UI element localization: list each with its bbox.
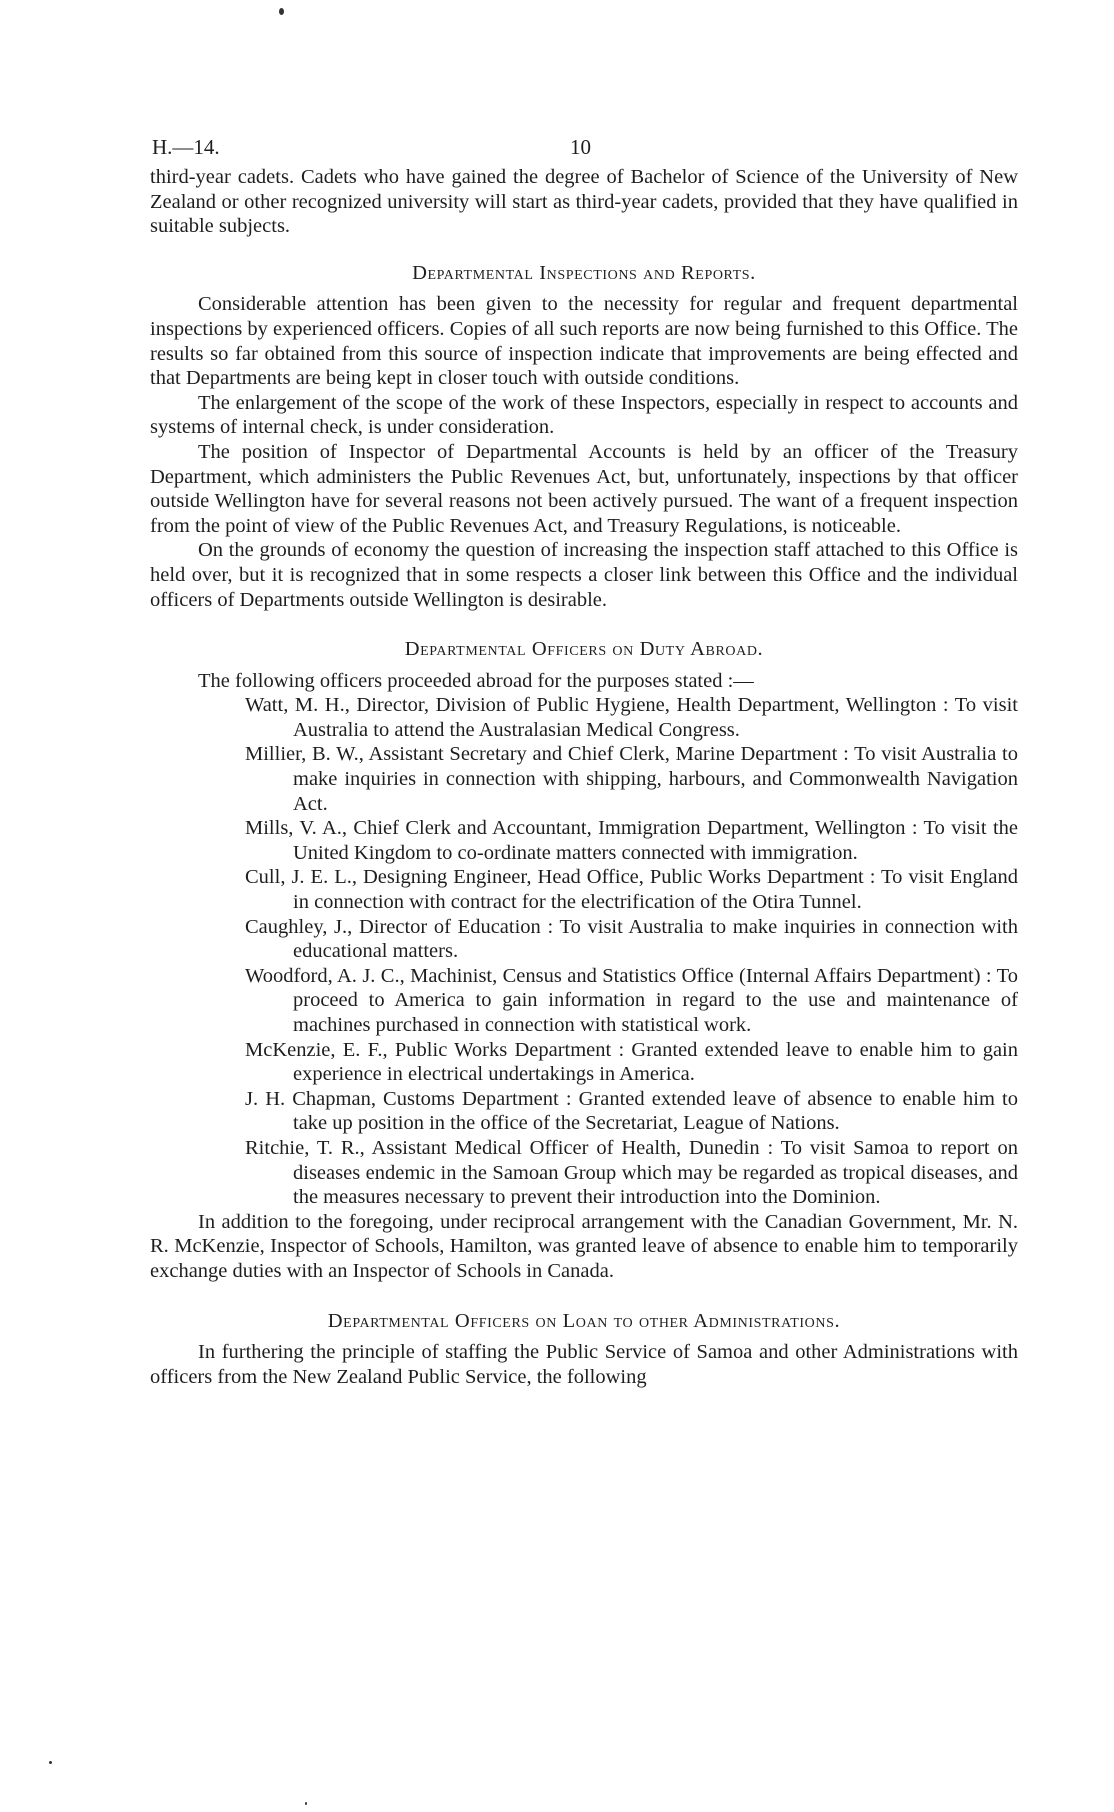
page-number: 10 xyxy=(570,135,591,159)
print-speck xyxy=(279,8,284,15)
document-reference: H.—14. xyxy=(152,135,220,159)
print-speck xyxy=(49,1761,52,1764)
inspections-paragraph: The position of Inspector of Departmental Accounts is held by an officer of the Treasury Department, which administers the Public Revenues Act, but, unfortunately, inspections by that officer outside Wellington have for several reasons not been actively pursued. The want of a frequent inspection from the point of view of the Public Revenues Act, and Treasury Regulations, is noticeable. xyxy=(150,440,1018,537)
officer-entry: Woodford, A. J. C., Machinist, Census and Statistics Office (Internal Affairs Department) : To proceed to America to gain information in regard to the use and maintenance of machines purchased in connection with statistical work. xyxy=(245,964,1018,1036)
loan-paragraph: In furthering the principle of staffing the Public Service of Samoa and other Administrations with officers from the New Zealand Public Service, the following xyxy=(150,1341,1018,1388)
document-page xyxy=(150,135,1018,1389)
inspections-paragraph: On the grounds of economy the question of increasing the inspection staff attached to this Office is held over, but it is recognized that in some respects a closer link between this Office and the individual officers of Departments outside Wellington is desirable. xyxy=(150,539,1018,611)
abroad-intro: The following officers proceeded abroad for the purposes stated :— xyxy=(198,669,754,692)
officer-entry: Millier, B. W., Assistant Secretary and Chief Clerk, Marine Department : To visit Australia to make inquiries in connection with shipping, harbours, and Commonwealth Navigation Act. xyxy=(245,743,1018,815)
inspections-paragraph: The enlargement of the scope of the work of these Inspectors, especially in respect to accounts and systems of internal check, is under consideration. xyxy=(150,391,1018,439)
officer-entry: McKenzie, E. F., Public Works Department : Granted extended leave to enable him to gain experience in electrical undertakings in America. xyxy=(245,1038,1018,1086)
officer-list xyxy=(150,693,1018,1209)
officer-entry: Mills, V. A., Chief Clerk and Accountant, Immigration Department, Wellington : To visit the United Kingdom to co-ordinate matters connected with immigration. xyxy=(245,817,1018,864)
officer-entry: Cull, J. E. L., Designing Engineer, Head Office, Public Works Department : To visit England in connection with contract for the electrification of the Otira Tunnel. xyxy=(245,866,1018,914)
print-speck xyxy=(305,1802,307,1805)
officer-entry: Ritchie, T. R., Assistant Medical Officer of Health, Dunedin : To visit Samoa to report on diseases endemic in the Samoan Group which may be regarded as tropical diseases, and the measures necessary to prevent their introduction into the Dominion. xyxy=(245,1136,1018,1209)
abroad-closing-paragraph: In addition to the foregoing, under reciprocal arrangement with the Canadian Government, Mr. N. R. McKenzie, Inspector of Schools, Hamilton, was granted leave of absence to enable him to temporarily exchange duties with an Inspector of Schools in Canada. xyxy=(150,1210,1018,1282)
section-heading-loan: Departmental Officers on Loan to other Administrations. xyxy=(327,1309,841,1332)
section-heading-abroad: Departmental Officers on Duty Abroad. xyxy=(404,638,764,661)
officer-entry: J. H. Chapman, Customs Department : Granted extended leave of absence to enable him to take up position in the office of the Secretariat, League of Nations. xyxy=(245,1087,1018,1135)
intro-paragraph: third-year cadets. Cadets who have gained the degree of Bachelor of Science of the University of New Zealand or other recognized university will start as third-year cadets, provided that they have qualified in suitable subjects. xyxy=(150,166,1018,238)
inspections-paragraph: Considerable attention has been given to the necessity for regular and frequent departmental inspections by experienced officers. Copies of all such reports are now being furnished to this Office. The results so far obtained from this source of inspection indicate that improvements are being effected and that Departments are being kept in closer touch with outside conditions. xyxy=(150,293,1018,390)
officer-entry: Caughley, J., Director of Education : To visit Australia to make inquiries in connection with educational matters. xyxy=(245,915,1018,963)
officer-entry: Watt, M. H., Director, Division of Public Hygiene, Health Department, Wellington : To visit Australia to attend the Australasian Medical Congress. xyxy=(245,694,1018,741)
page-header xyxy=(150,135,1018,165)
section-heading-inspections: Departmental Inspections and Reports. xyxy=(412,261,756,284)
